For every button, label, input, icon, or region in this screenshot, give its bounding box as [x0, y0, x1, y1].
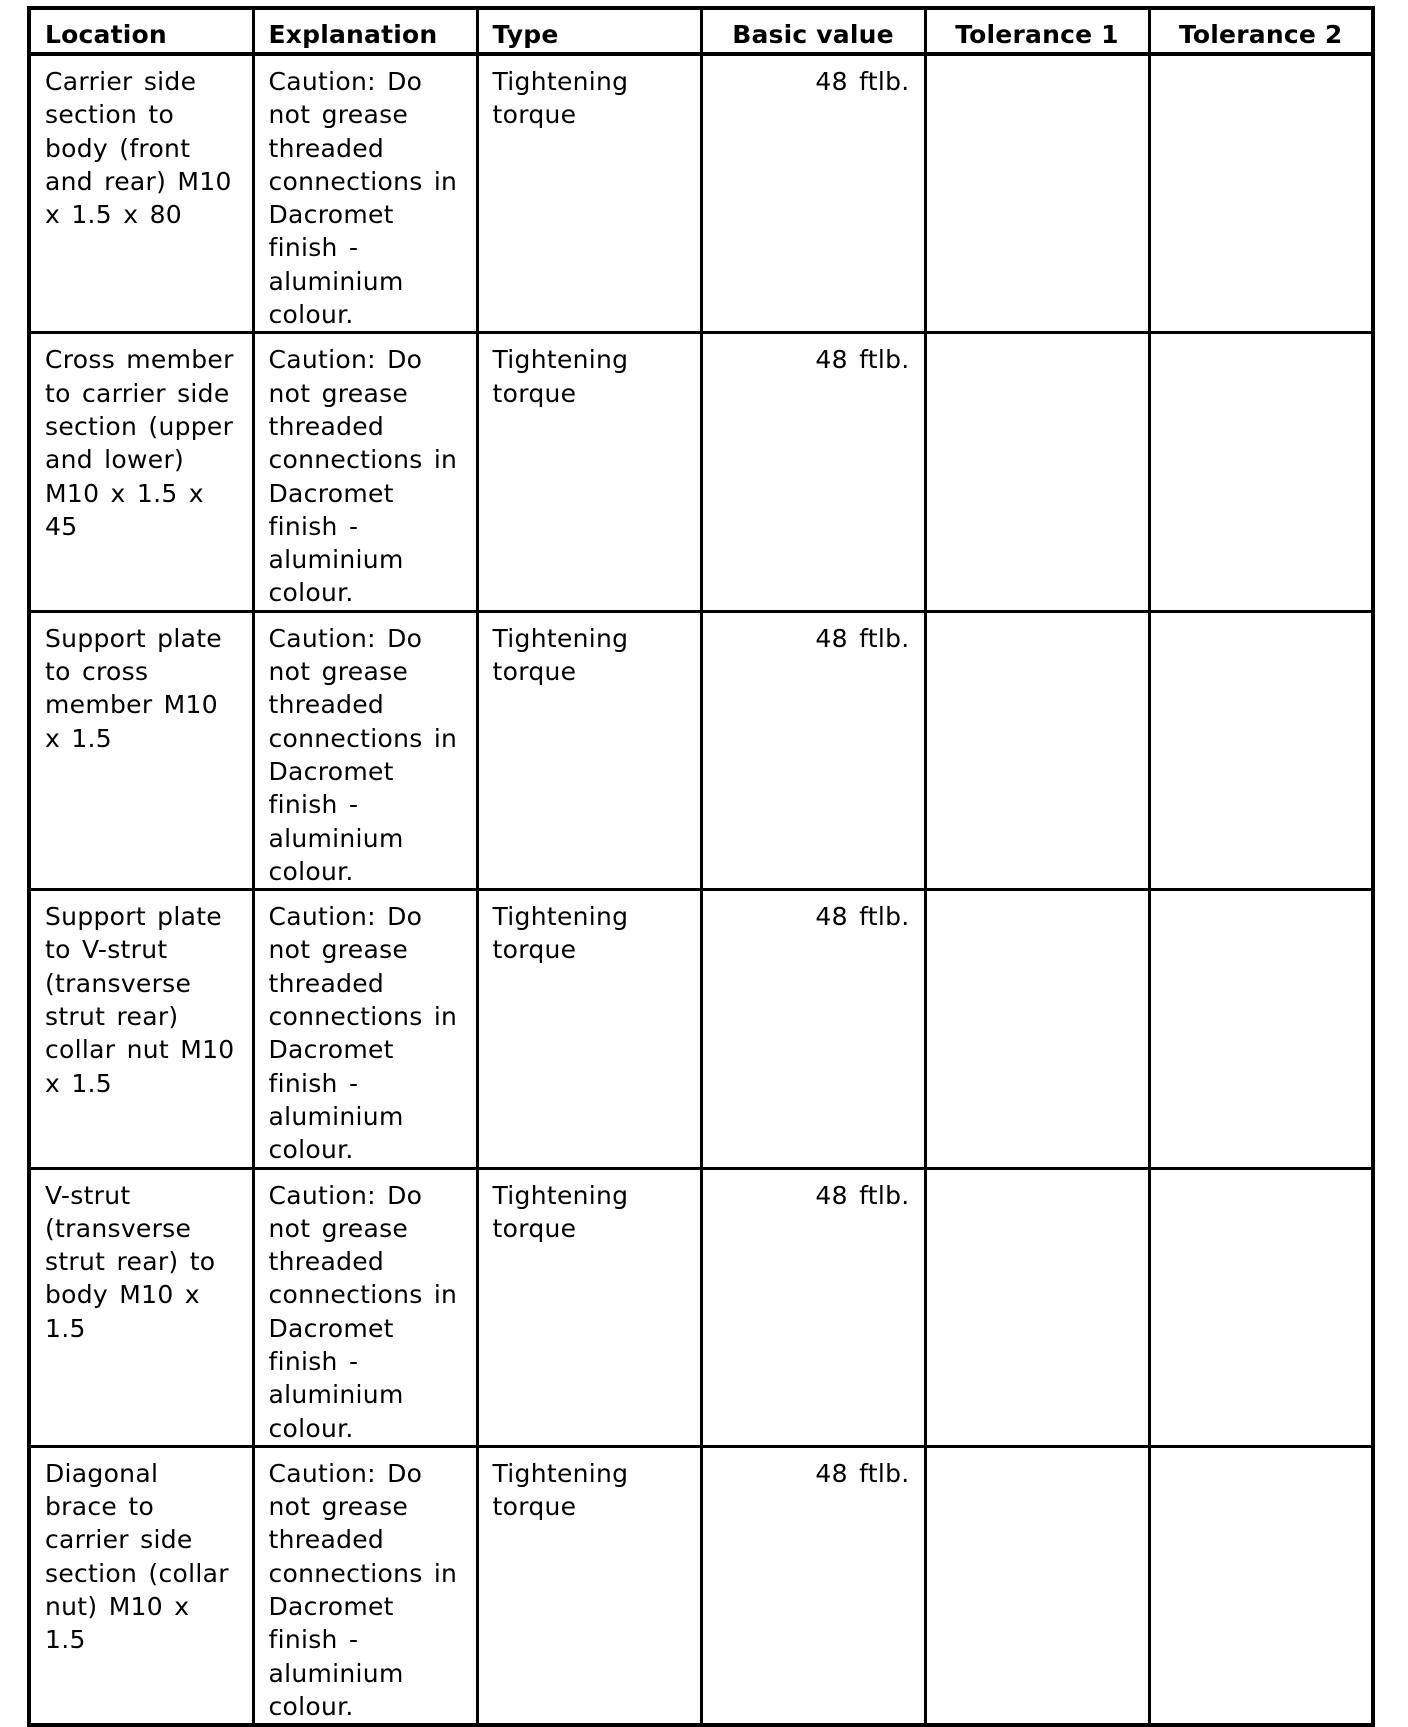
cell-location: Cross member to carrier side section (upper and lower) M10 x 1.5 x 45: [29, 333, 253, 611]
cell-explanation: Caution: Do not grease threaded connections in Dacromet finish - aluminium colour.: [253, 611, 477, 889]
table-row: [29, 611, 1373, 889]
header-location: Location: [29, 8, 253, 54]
cell-explanation: Caution: Do not grease threaded connections in Dacromet finish - aluminium colour.: [253, 54, 477, 333]
cell-tolerance-1: [925, 890, 1149, 1168]
cell-type: Tightening torque: [477, 1168, 701, 1446]
cell-basic-value: 48 ftlb.: [701, 890, 925, 1168]
cell-tolerance-2: [1149, 1446, 1373, 1725]
cell-basic-value: 48 ftlb.: [701, 333, 925, 611]
cell-tolerance-1: [925, 333, 1149, 611]
table-row: [29, 333, 1373, 611]
cell-basic-value: 48 ftlb.: [701, 54, 925, 333]
cell-type: Tightening torque: [477, 611, 701, 889]
cell-explanation: Caution: Do not grease threaded connections in Dacromet finish - aluminium colour.: [253, 1446, 477, 1725]
cell-tolerance-2: [1149, 54, 1373, 333]
table-header-row: [29, 8, 1373, 54]
header-basic-value: Basic value: [701, 8, 925, 54]
cell-tolerance-1: [925, 1168, 1149, 1446]
cell-explanation: Caution: Do not grease threaded connections in Dacromet finish - aluminium colour.: [253, 333, 477, 611]
header-tolerance-2: Tolerance 2: [1149, 8, 1373, 54]
cell-location: V-strut (transverse strut rear) to body M10 x 1.5: [29, 1168, 253, 1446]
cell-type: Tightening torque: [477, 890, 701, 1168]
cell-tolerance-1: [925, 54, 1149, 333]
cell-basic-value: 48 ftlb.: [701, 611, 925, 889]
cell-explanation: Caution: Do not grease threaded connections in Dacromet finish - aluminium colour.: [253, 1168, 477, 1446]
cell-tolerance-2: [1149, 890, 1373, 1168]
cell-type: Tightening torque: [477, 1446, 701, 1725]
cell-location: Support plate to cross member M10 x 1.5: [29, 611, 253, 889]
cell-tolerance-2: [1149, 611, 1373, 889]
table-row: [29, 890, 1373, 1168]
cell-type: Tightening torque: [477, 333, 701, 611]
torque-spec-sheet: [27, 6, 1375, 1727]
cell-tolerance-2: [1149, 333, 1373, 611]
cell-location: Diagonal brace to carrier side section (collar nut) M10 x 1.5: [29, 1446, 253, 1725]
cell-basic-value: 48 ftlb.: [701, 1168, 925, 1446]
table-row: [29, 1446, 1373, 1725]
cell-explanation: Caution: Do not grease threaded connections in Dacromet finish - aluminium colour.: [253, 890, 477, 1168]
header-explanation: Explanation: [253, 8, 477, 54]
cell-location: Carrier side section to body (front and rear) M10 x 1.5 x 80: [29, 54, 253, 333]
table-row: [29, 1168, 1373, 1446]
cell-tolerance-1: [925, 1446, 1149, 1725]
cell-basic-value: 48 ftlb.: [701, 1446, 925, 1725]
cell-type: Tightening torque: [477, 54, 701, 333]
torque-spec-table: [27, 6, 1375, 1727]
cell-tolerance-1: [925, 611, 1149, 889]
cell-tolerance-2: [1149, 1168, 1373, 1446]
header-tolerance-1: Tolerance 1: [925, 8, 1149, 54]
cell-location: Support plate to V-strut (transverse strut rear) collar nut M10 x 1.5: [29, 890, 253, 1168]
header-type: Type: [477, 8, 701, 54]
table-row: [29, 54, 1373, 333]
